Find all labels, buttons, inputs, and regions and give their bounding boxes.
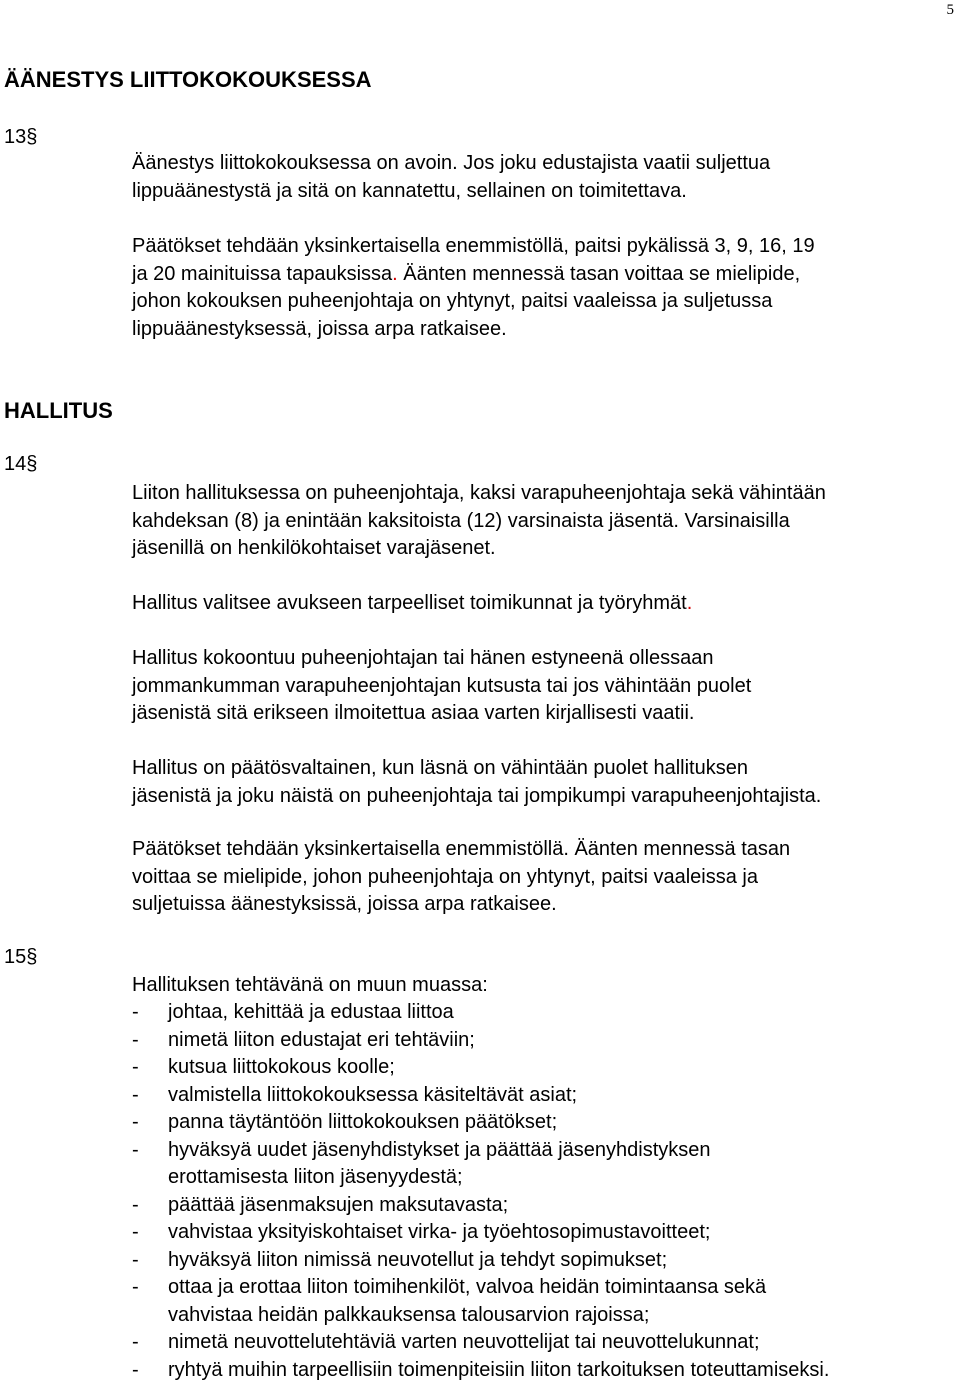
duties-list <box>132 999 829 1384</box>
text-line: Liiton hallituksessa on puheenjohtaja, kaksi varapuheenjohtaja sekä vähintään <box>132 480 826 508</box>
voting-paragraph-2 <box>132 233 815 343</box>
list-dash: - <box>132 1109 139 1137</box>
list-item-text: päättää jäsenmaksujen maksutavasta; <box>168 1192 829 1220</box>
section-heading-board: HALLITUS <box>4 398 113 424</box>
text-line: jäsenistä ja joku näistä on puheenjohtaja tai jompikumpi varapuheenjohtajista. <box>132 783 821 811</box>
list-dash: - <box>132 1219 139 1247</box>
list-item-text: hyväksyä uudet jäsenyhdistykset ja päättää jäsenyhdistyksen <box>168 1137 829 1165</box>
section-number-14: 14§ <box>4 453 37 476</box>
list-dash: - <box>132 1247 139 1275</box>
list-item-text-continued: vahvistaa heidän palkkauksensa talousarvion rajoissa; <box>168 1302 829 1330</box>
text-line: jäsenillä on henkilökohtaiset varajäsenet. <box>132 535 826 563</box>
list-item-text: ryhtyä muihin tarpeellisiin toimenpiteisiin liiton tarkoituksen toteuttamiseksi. <box>168 1357 829 1384</box>
text-line <box>132 261 815 289</box>
text-fragment: Hallitus valitsee avukseen tarpeelliset toimikunnat ja työryhmät <box>132 592 687 614</box>
board-paragraph-3 <box>132 645 751 728</box>
text-line: Päätökset tehdään yksinkertaisella enemmistöllä. Äänten mennessä tasan <box>132 836 790 864</box>
text-line: johon kokouksen puheenjohtaja on yhtynyt, paitsi vaaleissa ja suljetussa <box>132 288 815 316</box>
list-item <box>132 1109 829 1137</box>
list-item <box>132 1274 829 1329</box>
list-item-text: hyväksyä liiton nimissä neuvotellut ja tehdyt sopimukset; <box>168 1247 829 1275</box>
board-paragraph-5 <box>132 836 790 919</box>
section-number-15: 15§ <box>4 946 37 969</box>
list-dash: - <box>132 1137 139 1165</box>
list-item <box>132 1137 829 1192</box>
highlighted-period: . <box>392 263 398 285</box>
text-line: Hallitus kokoontuu puheenjohtajan tai hänen estyneenä ollessaan <box>132 645 751 673</box>
list-item <box>132 1219 829 1247</box>
voting-paragraph-1 <box>132 150 770 205</box>
highlighted-period: . <box>687 592 693 614</box>
page-number: 5 <box>947 2 955 19</box>
text-line: Hallitus on päätösvaltainen, kun läsnä on vähintään puolet hallituksen <box>132 755 821 783</box>
list-item-text: nimetä neuvottelutehtäviä varten neuvottelijat tai neuvottelukunnat; <box>168 1329 829 1357</box>
text-line <box>132 590 692 618</box>
list-item <box>132 1247 829 1275</box>
list-item-text: ottaa ja erottaa liiton toimihenkilöt, valvoa heidän toimintaansa sekä <box>168 1274 829 1302</box>
text-line: Päätökset tehdään yksinkertaisella enemmistöllä, paitsi pykälissä 3, 9, 16, 19 <box>132 233 815 261</box>
text-fragment: ja 20 mainituissa tapauksissa <box>132 263 392 285</box>
board-paragraph-1 <box>132 480 826 563</box>
list-item-text: nimetä liiton edustajat eri tehtäviin; <box>168 1027 829 1055</box>
list-item-text: kutsua liittokokous koolle; <box>168 1054 829 1082</box>
duties-intro <box>132 972 488 1000</box>
list-dash: - <box>132 999 139 1027</box>
list-item-text: panna täytäntöön liittokokouksen päätökset; <box>168 1109 829 1137</box>
list-item <box>132 1357 829 1384</box>
text-line: lippuäänestyksessä, joissa arpa ratkaisee. <box>132 316 815 344</box>
text-line: jommankumman varapuheenjohtajan kutsusta tai jos vähintään puolet <box>132 673 751 701</box>
list-item <box>132 1027 829 1055</box>
section-number-13: 13§ <box>4 126 37 149</box>
list-item-text-continued: erottamisesta liiton jäsenyydestä; <box>168 1164 829 1192</box>
board-paragraph-2 <box>132 590 692 618</box>
section-heading-voting: ÄÄNESTYS LIITTOKOKOUKSESSA <box>4 67 372 93</box>
list-dash: - <box>132 1027 139 1055</box>
text-line: Äänestys liittokokouksessa on avoin. Jos joku edustajista vaatii suljettua <box>132 150 770 178</box>
list-dash: - <box>132 1274 139 1302</box>
list-item <box>132 1329 829 1357</box>
list-dash: - <box>132 1329 139 1357</box>
list-item-text: vahvistaa yksityiskohtaiset virka- ja työehtosopimustavoitteet; <box>168 1219 829 1247</box>
text-fragment: Äänten mennessä tasan voittaa se mielipide, <box>398 263 800 285</box>
board-paragraph-4 <box>132 755 821 810</box>
list-item <box>132 1054 829 1082</box>
list-dash: - <box>132 1082 139 1110</box>
list-item <box>132 1192 829 1220</box>
list-dash: - <box>132 1192 139 1220</box>
list-item-text: valmistella liittokokouksessa käsiteltävät asiat; <box>168 1082 829 1110</box>
text-line: voittaa se mielipide, johon puheenjohtaja on yhtynyt, paitsi vaaleissa ja <box>132 864 790 892</box>
text-line: jäsenistä sitä erikseen ilmoitettua asiaa varten kirjallisesti vaatii. <box>132 700 751 728</box>
list-item-text: johtaa, kehittää ja edustaa liittoa <box>168 999 829 1027</box>
text-line: suljetuissa äänestyksissä, joissa arpa ratkaisee. <box>132 891 790 919</box>
list-dash: - <box>132 1054 139 1082</box>
text-line: lippuäänestystä ja sitä on kannatettu, sellainen on toimitettava. <box>132 178 770 206</box>
text-line: kahdeksan (8) ja enintään kaksitoista (12) varsinaista jäsentä. Varsinaisilla <box>132 508 826 536</box>
text-line: Hallituksen tehtävänä on muun muassa: <box>132 972 488 1000</box>
list-item <box>132 1082 829 1110</box>
list-dash: - <box>132 1357 139 1384</box>
list-item <box>132 999 829 1027</box>
